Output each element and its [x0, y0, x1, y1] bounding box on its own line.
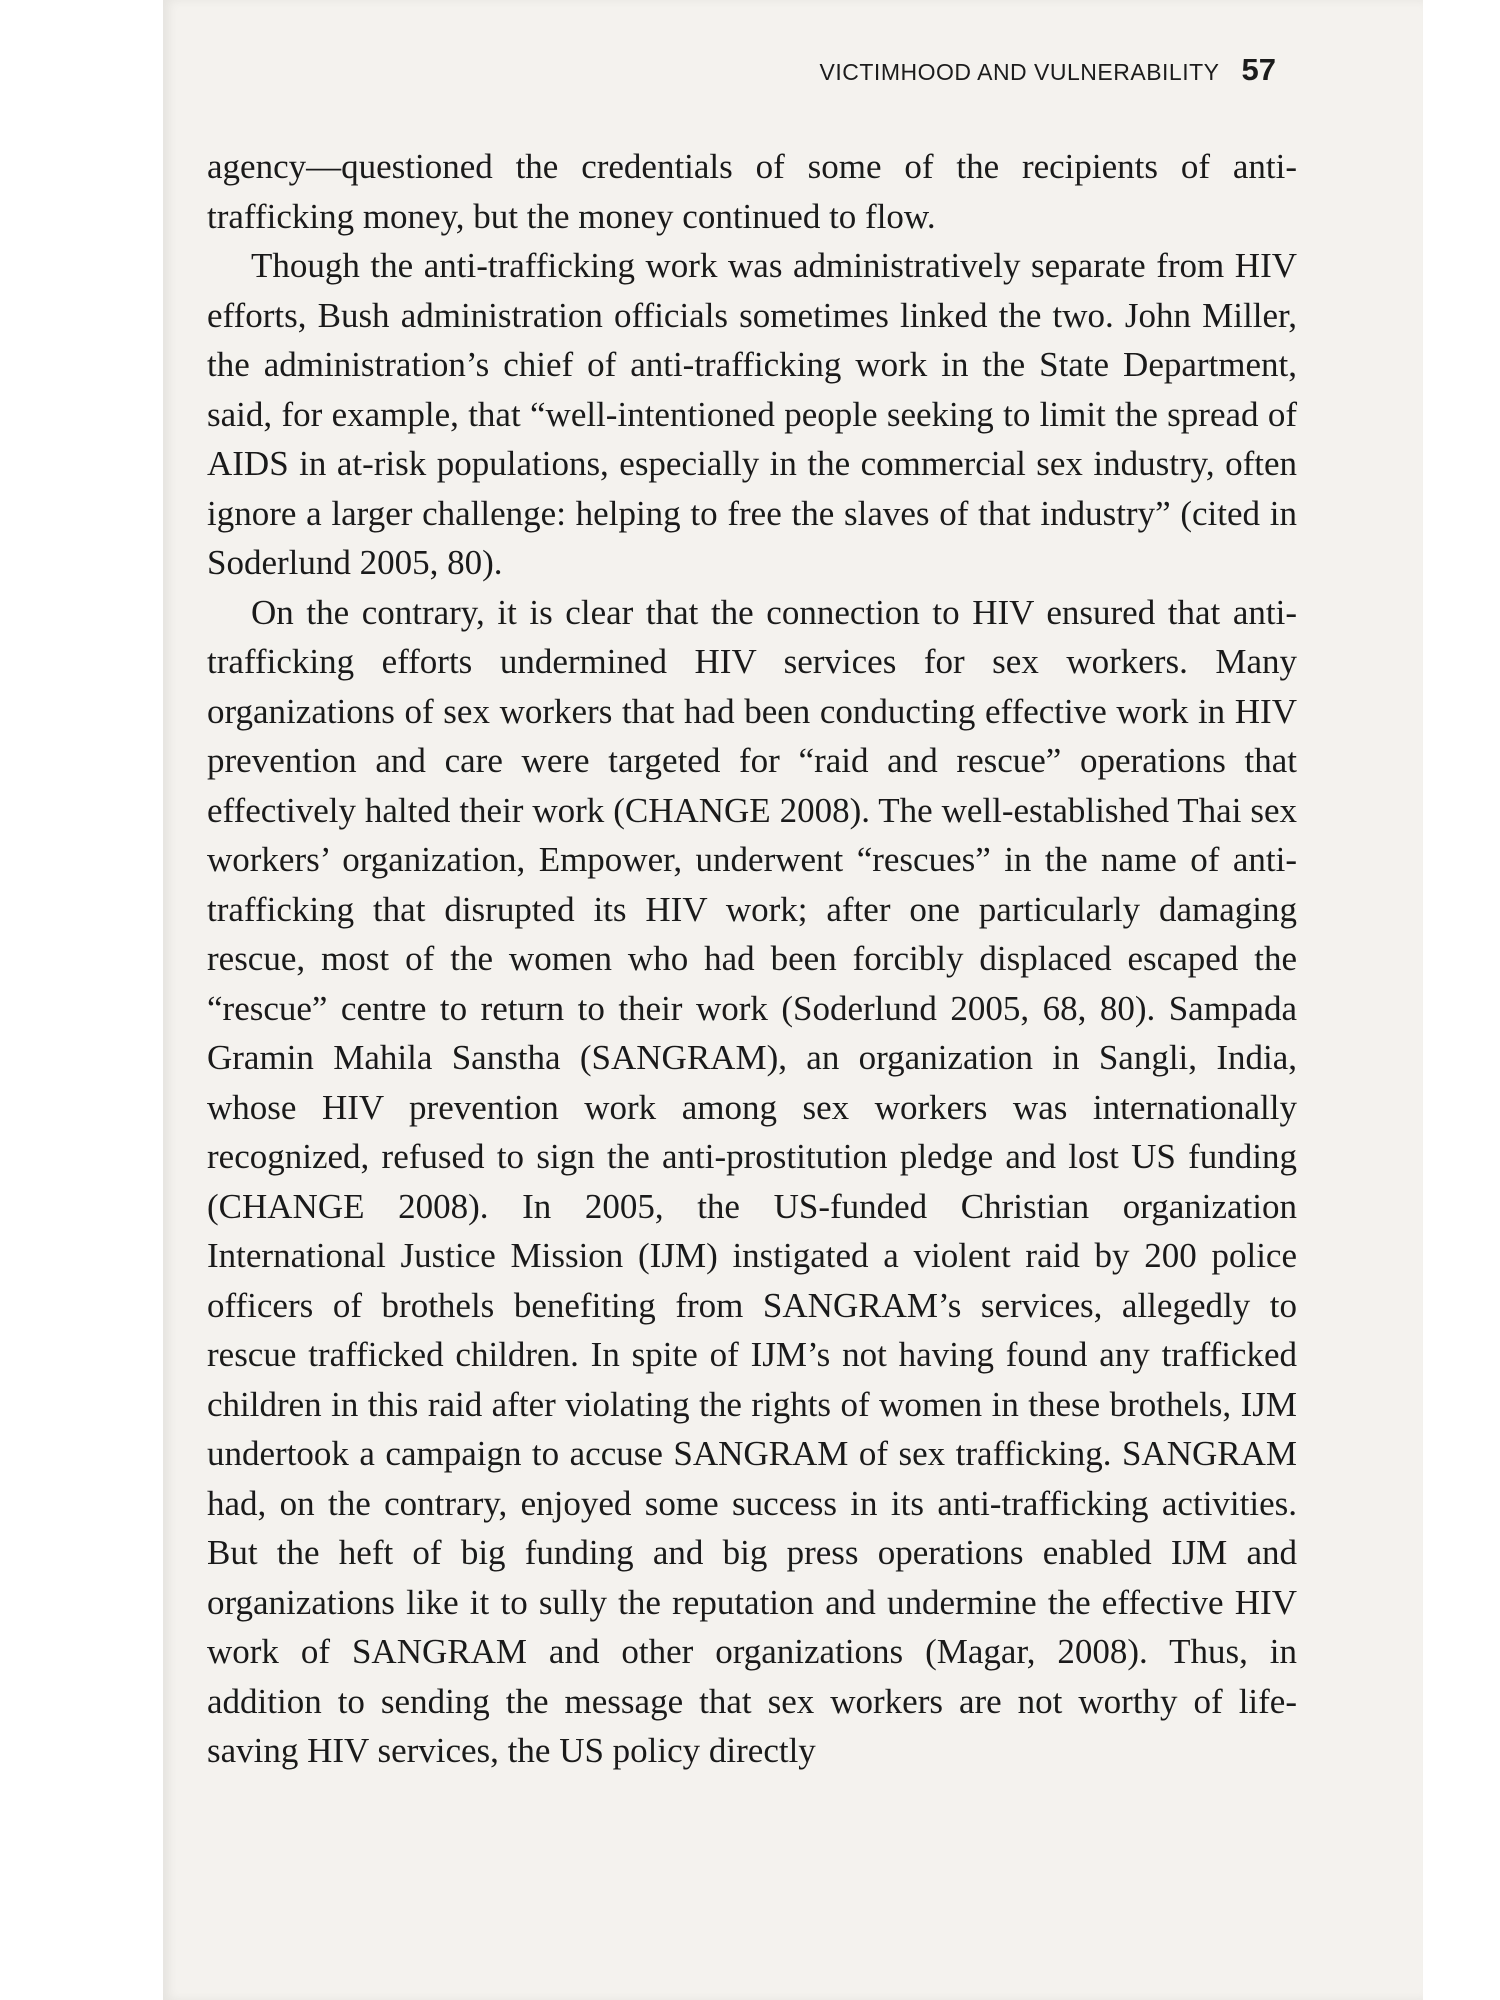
book-page — [163, 0, 1423, 2000]
paragraph-continued: agency—questioned the credentials of some of the recipients of anti-trafficking money, but the money continued to flow. — [207, 147, 1297, 236]
paragraph: Though the anti-trafficking work was administratively separate from HIV efforts, Bush administration officials sometimes linked the two. John Miller, the administration’s chief of anti-trafficking work in the State Department, said, for example, that “well-intentioned people seeking to limit the spread of AIDS in at-risk populations, especially in the commercial sex industry, often ignore a larger challenge: helping to free the slaves of that industry” (cited in Soderlund 2005, 80). — [207, 246, 1297, 582]
page-header — [820, 52, 1276, 88]
paragraph: On the contrary, it is clear that the connection to HIV ensured that anti-trafficking efforts undermined HIV services for sex workers. Many organizations of sex workers that had been conducting effective work in HIV prevention and care were targeted for “raid and rescue” operations that effectively halted their work (CHANGE 2008). The well-established Thai sex workers’ organization, Empower, underwent “rescues” in the name of anti-trafficking that disrupted its HIV work; after one particularly damaging rescue, most of the women who had been forcibly displaced escaped the “rescue” centre to return to their work (Soderlund 2005, 68, 80). Sampada Gramin Mahila Sanstha (SANGRAM), an organization in Sangli, India, whose HIV prevention work among sex workers was internationally recognized, refused to sign the anti-prostitution pledge and lost US funding (CHANGE 2008). In 2005, the US-funded Christian organization International Justice Mission (IJM) instigated a violent raid by 200 police officers of brothels benefiting from SANGRAM’s services, allegedly to rescue trafficked children. In spite of IJM’s not having found any trafficked children in this raid after violating the rights of women in these brothels, IJM undertook a campaign to accuse SANGRAM of sex trafficking. SANGRAM had, on the contrary, enjoyed some success in its anti-trafficking activities. But the heft of big funding and big press operations enabled IJM and organizations like it to sully the reputation and undermine the effective HIV work of SANGRAM and other organizations (Magar, 2008). Thus, in addition to sending the message that sex workers are not worthy of life-saving HIV services, the US policy directly — [207, 592, 1297, 1770]
page-number: 57 — [1241, 52, 1276, 87]
body-text — [207, 142, 1297, 1776]
running-head: VICTIMHOOD AND VULNERABILITY — [819, 59, 1220, 85]
